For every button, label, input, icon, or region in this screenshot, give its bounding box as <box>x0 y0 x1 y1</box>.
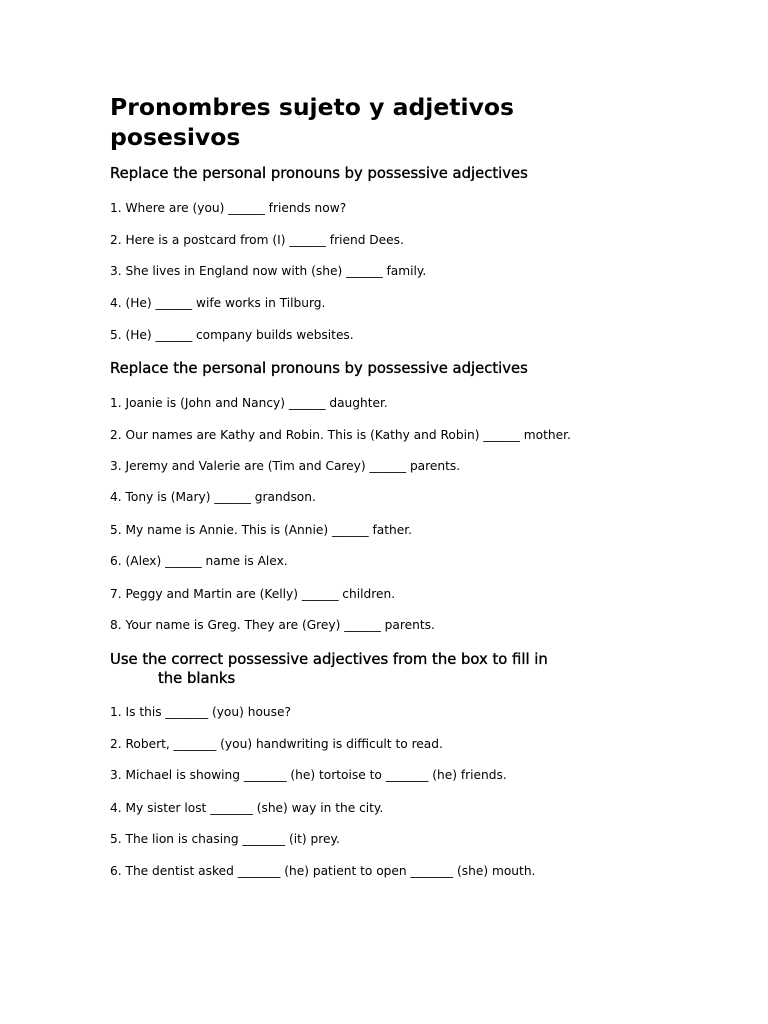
section-3-item-1: 1. Is this _______ (you) house? <box>110 705 291 719</box>
section-2-item-6: 6. (Alex) ______ name is Alex. <box>110 554 288 568</box>
section-1-item-1: 1. Where are (you) ______ friends now? <box>110 201 347 215</box>
section-3-heading <box>110 650 650 688</box>
section-2-item-1: 1. Joanie is (John and Nancy) ______ daughter. <box>110 396 388 410</box>
section-3-heading-line-2: the blanks <box>158 670 236 687</box>
section-2-item-5: 5. My name is Annie. This is (Annie) ______ father. <box>110 523 412 537</box>
section-3-item-4: 4. My sister lost _______ (she) way in the city. <box>110 801 384 815</box>
section-1-item-3: 3. She lives in England now with (she) ______ family. <box>110 264 427 278</box>
section-2-heading: Replace the personal pronouns by possessive adjectives <box>110 360 528 377</box>
page-title-line-1: Pronombres sujeto y adjetivos <box>110 93 515 121</box>
section-3-heading-line-1: Use the correct possessive adjectives from the box to fill in <box>110 651 548 668</box>
section-2-item-4: 4. Tony is (Mary) ______ grandson. <box>110 490 316 504</box>
section-1-item-5: 5. (He) ______ company builds websites. <box>110 328 354 342</box>
section-3-item-2: 2. Robert, _______ (you) handwriting is difficult to read. <box>110 737 443 751</box>
section-1-item-2: 2. Here is a postcard from (I) ______ friend Dees. <box>110 233 404 247</box>
section-2-item-3: 3. Jeremy and Valerie are (Tim and Carey) ______ parents. <box>110 459 461 473</box>
section-2-item-7: 7. Peggy and Martin are (Kelly) ______ children. <box>110 587 396 601</box>
page-title <box>110 92 670 152</box>
section-2-item-8: 8. Your name is Greg. They are (Grey) ______ parents. <box>110 618 435 632</box>
section-3-item-5: 5. The lion is chasing _______ (it) prey. <box>110 832 340 846</box>
section-2-item-2: 2. Our names are Kathy and Robin. This is (Kathy and Robin) ______ mother. <box>110 428 571 442</box>
page-title-line-2: posesivos <box>110 123 241 151</box>
section-3-item-6: 6. The dentist asked _______ (he) patient to open _______ (she) mouth. <box>110 864 536 878</box>
section-3-item-3: 3. Michael is showing _______ (he) tortoise to _______ (he) friends. <box>110 768 507 782</box>
section-1-item-4: 4. (He) ______ wife works in Tilburg. <box>110 296 326 310</box>
section-1-heading: Replace the personal pronouns by possessive adjectives <box>110 165 528 182</box>
